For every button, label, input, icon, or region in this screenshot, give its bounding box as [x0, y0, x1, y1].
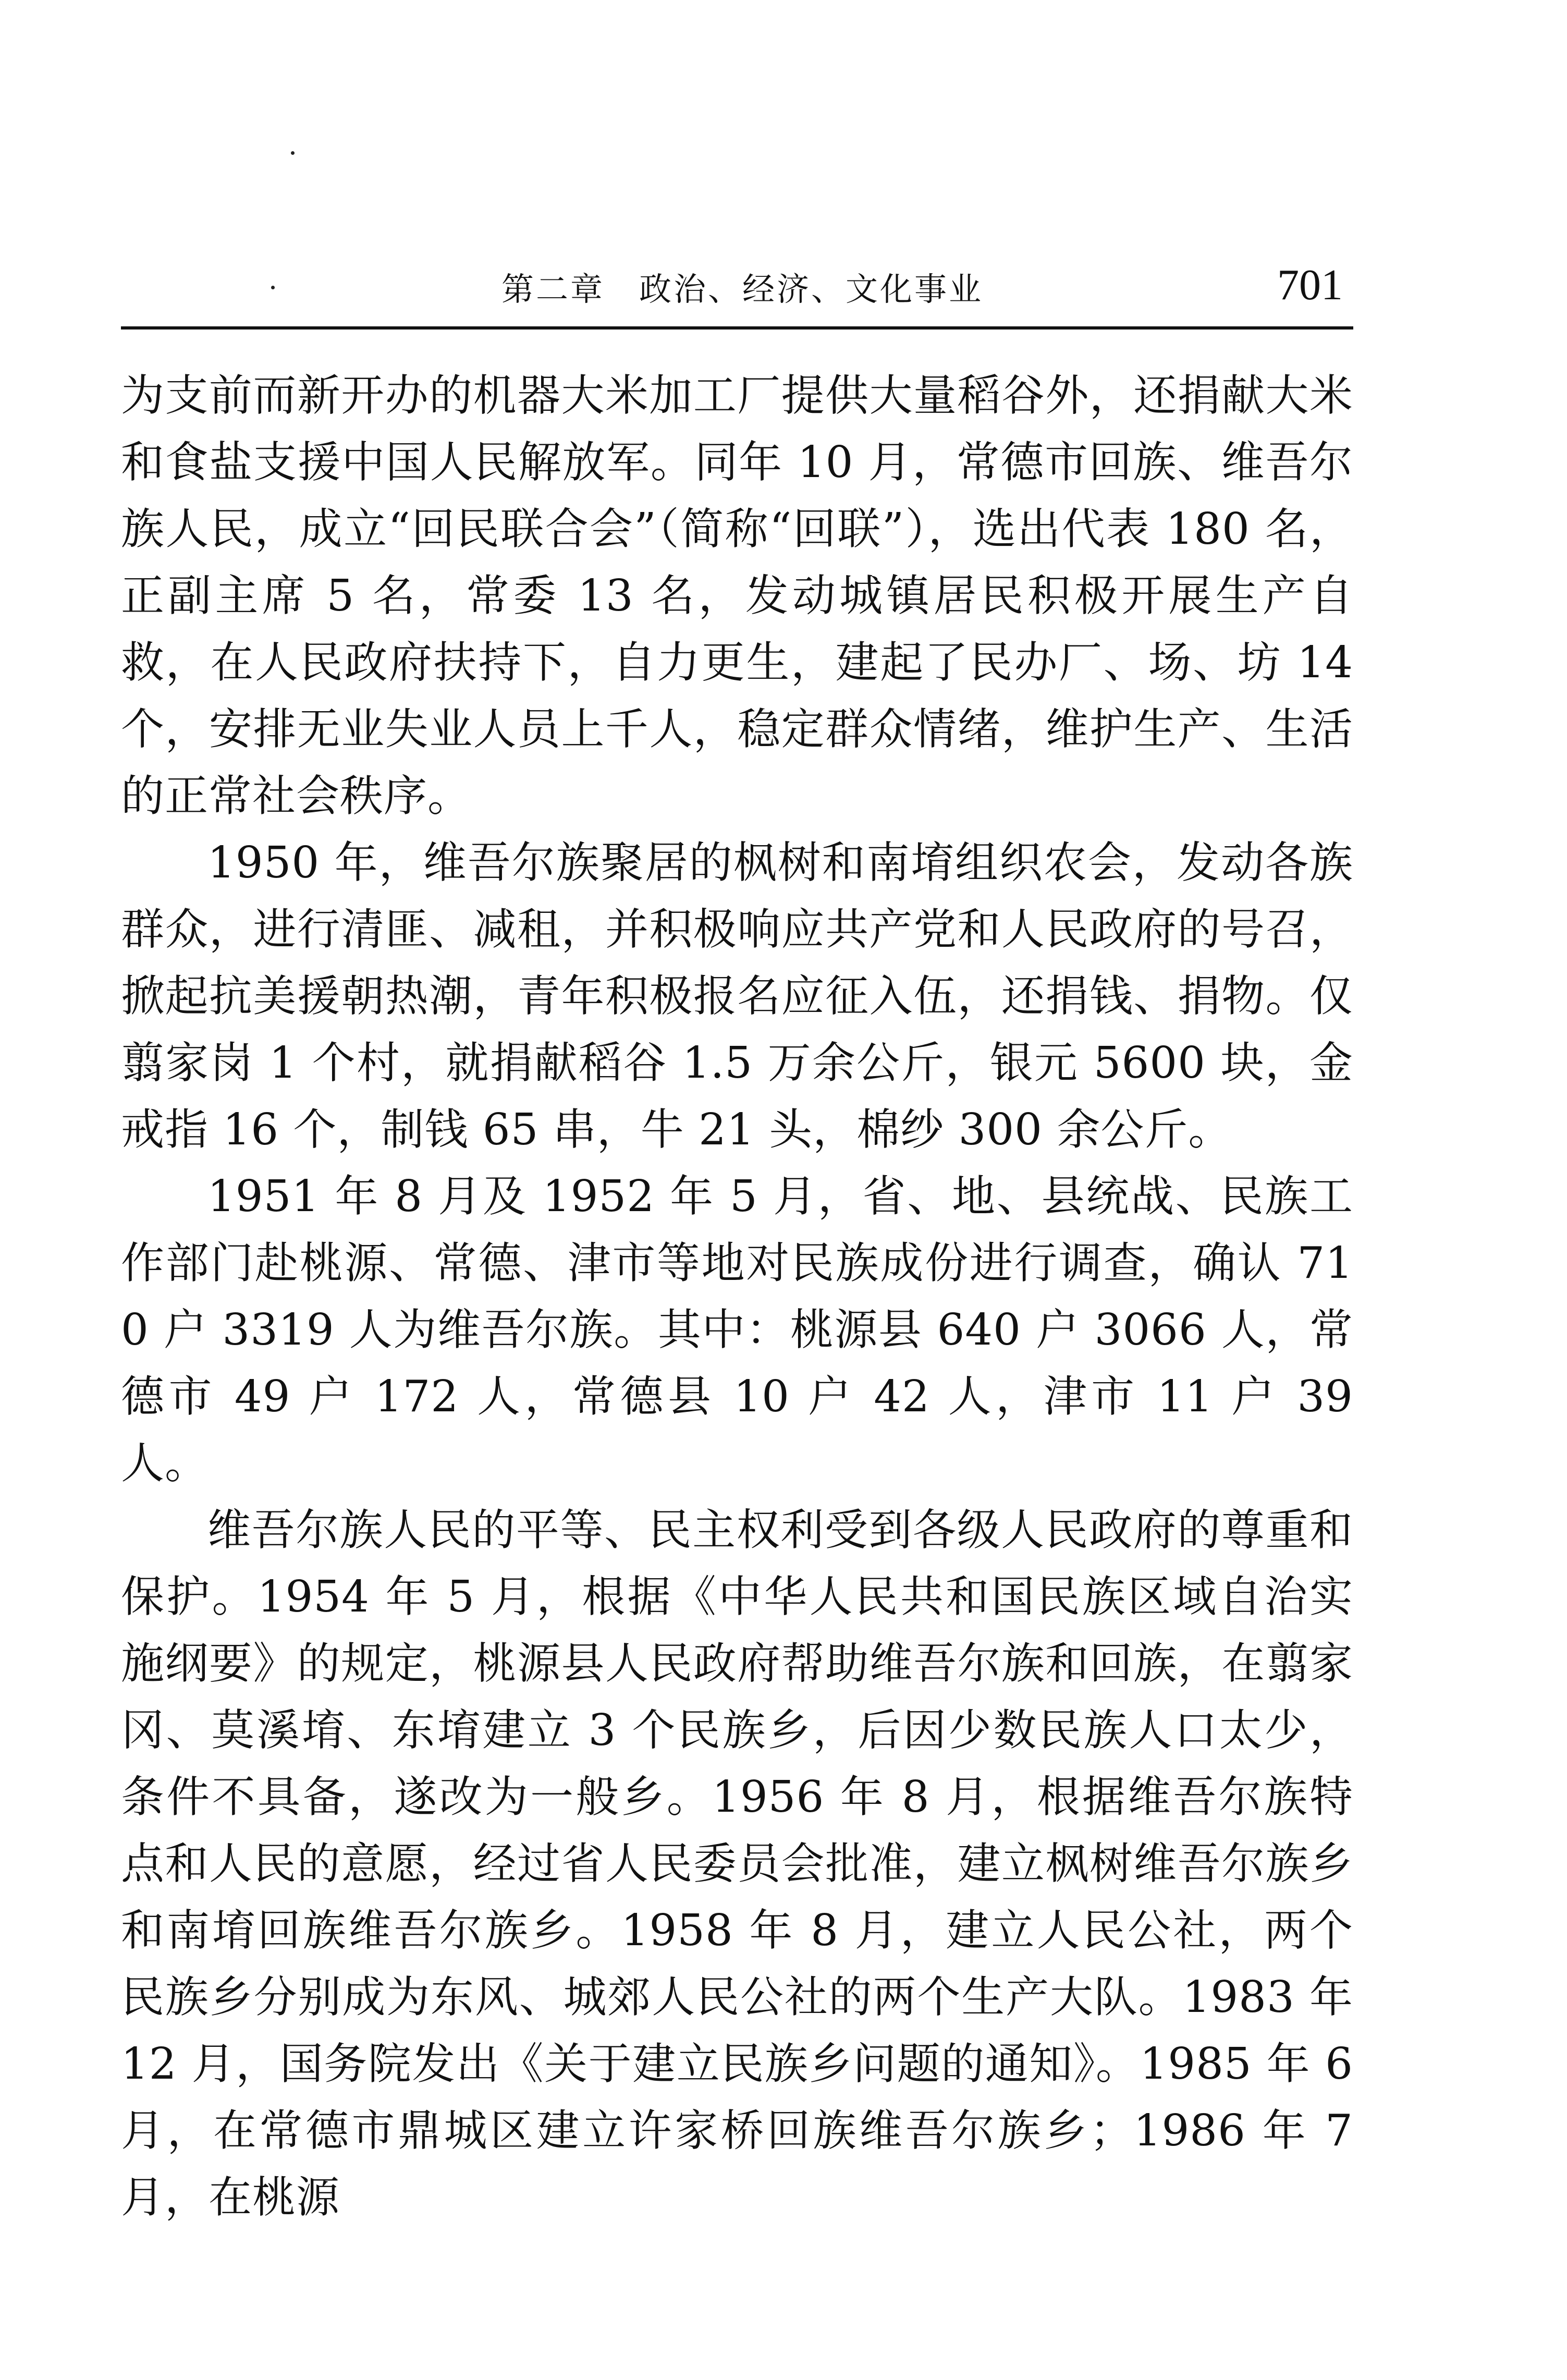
- running-header: [121, 263, 1353, 326]
- paragraph-1951: 1951 年 8 月及 1952 年 5 月，省、地、县统战、民族工作部门赴桃源、常德、津市等地对民族成份进行调查，确认 710 户 3319 人为维吾尔族。其中：桃源县 640 户 3066 人，常德市 49 户 172 人，常德县 10 户 42 人，津市 11 户 39 人。: [121, 1171, 1353, 1488]
- body-text: [121, 362, 1353, 2231]
- page-number: 701: [1277, 261, 1343, 309]
- scan-speck: [291, 151, 295, 155]
- paragraph-1950: 1950 年，维吾尔族聚居的枫树和南堉组织农会，发动各族群众，进行清匪、减租，并积极响应共产党和人民政府的号召，掀起抗美援朝热潮，青年积极报名应征入伍，还捐钱、捐物。仅翦家岗 1 个村，就捐献稻谷 1.5 万余公斤，银元 5600 块，金戒指 16 个，制钱 65 串，牛 21 头，棉纱 300 余公斤。: [121, 837, 1353, 1155]
- paragraph-rights: 维吾尔族人民的平等、民主权利受到各级人民政府的尊重和保护。1954 年 5 月，根据《中华人民共和国民族区域自治实施纲要》的规定，桃源县人民政府帮助维吾尔族和回族，在翦家冈、莫溪堉、东堉建立 3 个民族乡，后因少数民族人口太少，条件不具备，遂改为一般乡。1956 年 8 月，根据维吾尔族特点和人民的意愿，经过省人民委员会批准，建立枫树维吾尔族乡和南堉回族维吾尔族乡。1958 年 8 月，建立人民公社，两个民族乡分别成为东风、城郊人民公社的两个生产大队。1983 年 12 月，国务院发出《关于建立民族乡问题的通知》。1985 年 6 月，在常德市鼎城区建立许家桥回族维吾尔族乡；1986 年 7 月，在桃源: [121, 1505, 1353, 2223]
- chapter-title: 第二章 政治、经济、文化事业: [501, 270, 984, 308]
- paragraph-continued: 为支前而新开办的机器大米加工厂提供大量稻谷外，还捐献大米和食盐支援中国人民解放军。同年 10 月，常德市回族、维吾尔族人民，成立“回民联合会”（简称“回联”），选出代表 180 名，正副主席 5 名，常委 13 名，发动城镇居民积极开展生产自救，在人民政府扶持下，自力更生，建起了民办厂、场、坊 14 个，安排无业失业人员上千人，稳定群众情绪，维护生产、生活的正常社会秩序。: [121, 370, 1353, 821]
- header-rule: [121, 326, 1353, 329]
